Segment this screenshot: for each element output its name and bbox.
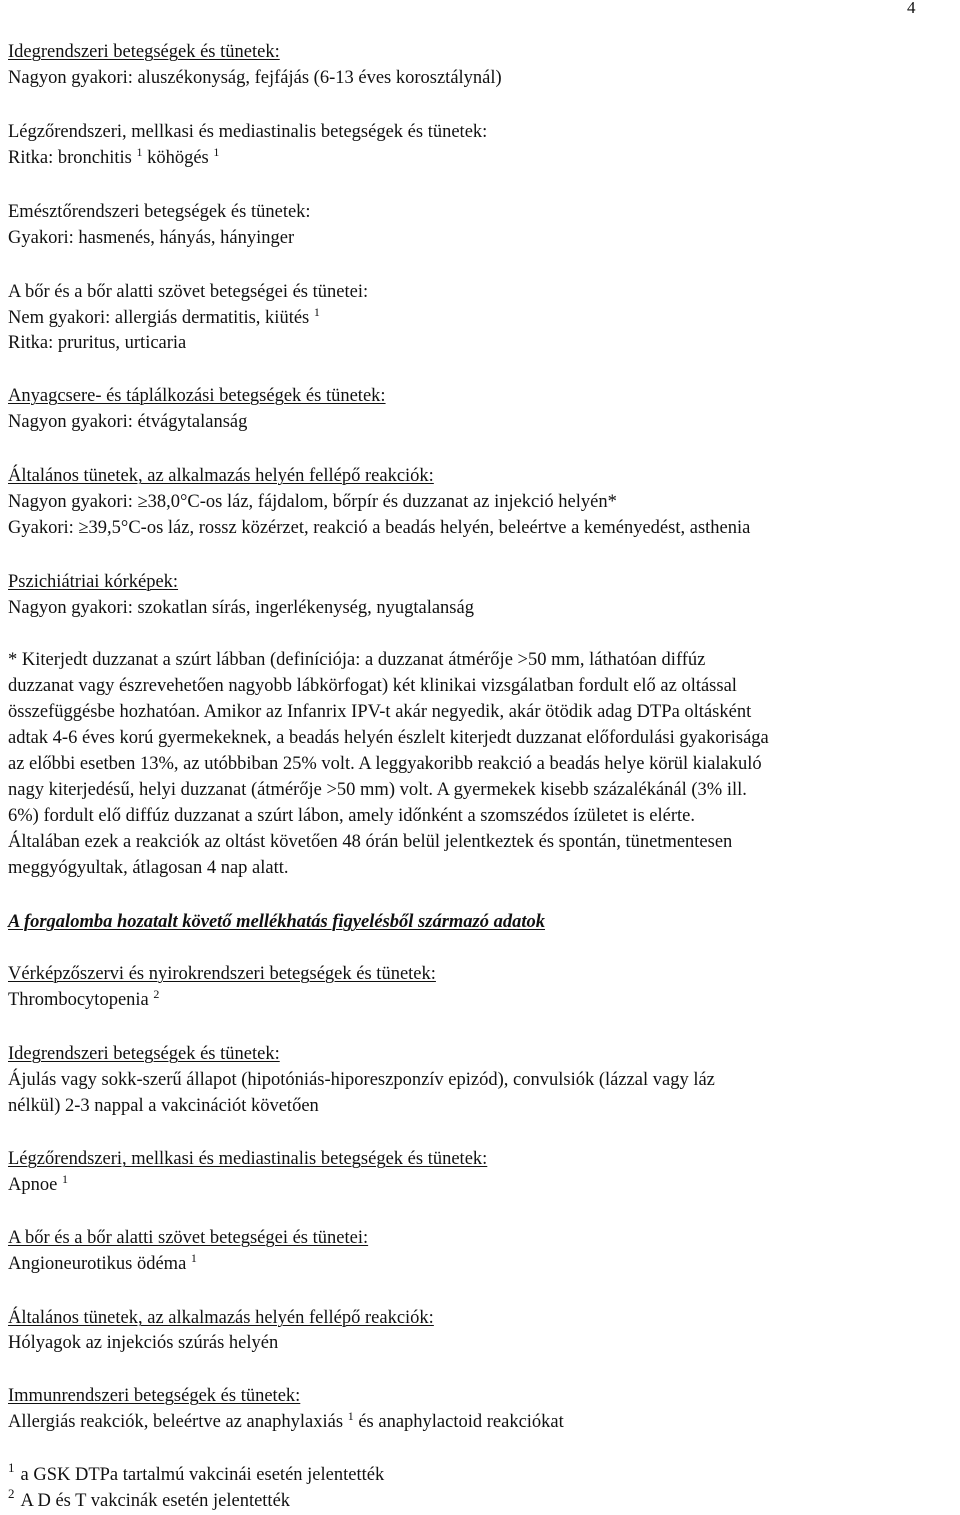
- line-text: Angioneurotikus ödéma: [8, 1254, 191, 1274]
- section-heading: Légzőrendszeri, mellkasi és mediastinalis betegségek és tünetek:: [8, 1149, 488, 1169]
- footnote-marker: 1: [8, 1460, 15, 1475]
- section-heading: Pszichiátriai kórképek:: [8, 572, 179, 592]
- section-heading: Légzőrendszeri, mellkasi és mediastinalis betegségek és tünetek:: [8, 122, 488, 142]
- footnote-ref: 2: [153, 987, 160, 1001]
- footnote-text: a GSK DTPa tartalmú vakcinái esetén jelentették: [20, 1465, 385, 1485]
- section-line: Ritka: pruritus, urticaria: [8, 333, 187, 353]
- line-text: Ritka: bronchitis: [8, 148, 137, 168]
- section-heading: A bőr és a bőr alatti szövet betegségei és tünetei:: [8, 1228, 369, 1248]
- section-line: Nagyon gyakori: szokatlan sírás, ingerlékenység, nyugtalanság: [8, 598, 474, 618]
- footnote-ref: 1: [213, 145, 220, 159]
- section-line: Gyakori: ≥39,5°C-os láz, rossz közérzet, reakció a beadás helyén, beleértve a keményedést, asthenia: [8, 518, 751, 538]
- section-line: [8, 146, 219, 170]
- line-text: és anaphylactoid reakciókat: [353, 1412, 564, 1432]
- section-line: Nagyon gyakori: étvágytalanság: [8, 412, 248, 432]
- page-number: 4: [907, 0, 916, 17]
- section-heading: Általános tünetek, az alkalmazás helyén fellépő reakciók:: [8, 466, 434, 486]
- footnote: [8, 1486, 291, 1513]
- footnote-ref: 1: [136, 145, 143, 159]
- paragraph-line: Általában ezek a reakciók az oltást követően 48 órán belül jelentkeztek és spontán, tünetmentesen: [8, 832, 733, 852]
- line-text: Allergiás reakciók, beleértve az anaphylaxiás: [8, 1412, 348, 1432]
- line-text: Apnoe: [8, 1175, 62, 1195]
- section-line: [8, 306, 320, 330]
- line-text: Nem gyakori: allergiás dermatitis, kiütés: [8, 308, 314, 328]
- footnote-marker: 2: [8, 1486, 15, 1501]
- paragraph-line: 6%) fordult elő diffúz duzzanat a szúrt lábon, amely időnként a szomszédos ízületet is elérte.: [8, 806, 696, 826]
- paragraph-line: adtak 4-6 éves korú gyermekeknek, a beadás helyén észlelt kiterjedt duzzanat előfordulási gyakorisága: [8, 728, 769, 748]
- section-heading: Immunrendszeri betegségek és tünetek:: [8, 1386, 301, 1406]
- section-line: Ájulás vagy sokk-szerű állapot (hipotóniás-hiporeszponzív epizód), convulsiók (lázzal vagy láz: [8, 1070, 715, 1090]
- section-line: Hólyagok az injekciós szúrás helyén: [8, 1333, 279, 1353]
- section-line: Gyakori: hasmenés, hányás, hányinger: [8, 228, 295, 248]
- footnote-ref: 1: [313, 305, 320, 319]
- paragraph-line: duzzanat vagy észrevehetően nagyobb lábkörfogat) két klinikai vizsgálatban fordult elő az oltással: [8, 676, 737, 696]
- footnote-ref: 1: [347, 1409, 354, 1423]
- paragraph-line: * Kiterjedt duzzanat a szúrt lábban (definíciója: a duzzanat átmérője >50 mm, láthatóan diffúz: [8, 650, 706, 670]
- section-heading: Anyagcsere- és táplálkozási betegségek és tünetek:: [8, 386, 386, 406]
- section-line: [8, 1410, 564, 1434]
- line-text: Thrombocytopenia: [8, 990, 154, 1010]
- section-heading: Vérképzőszervi és nyirokrendszeri betegségek és tünetek:: [8, 964, 436, 984]
- section-heading: Idegrendszeri betegségek és tünetek:: [8, 42, 280, 62]
- section-line: [8, 1252, 197, 1276]
- footnote-text: A D és T vakcinák esetén jelentették: [20, 1491, 291, 1511]
- footnote-ref: 1: [190, 1251, 197, 1265]
- section-heading: Általános tünetek, az alkalmazás helyén fellépő reakciók:: [8, 1308, 434, 1328]
- section-line: nélkül) 2-3 nappal a vakcinációt követően: [8, 1096, 319, 1116]
- section-line: [8, 1173, 68, 1197]
- section-heading: Emésztőrendszeri betegségek és tünetek:: [8, 202, 311, 222]
- postmarketing-title: A forgalomba hozatalt követő mellékhatás figyelésből származó adatok: [8, 912, 546, 932]
- paragraph-line: az előbbi esetben 13%, az utóbbiban 25% volt. A leggyakoribb reakció a beadás helye körül kialakuló: [8, 754, 762, 774]
- section-line: [8, 988, 159, 1012]
- footnote: [8, 1460, 385, 1487]
- section-heading: A bőr és a bőr alatti szövet betegségei és tünetei:: [8, 282, 369, 302]
- paragraph-line: meggyógyultak, átlagosan 4 nap alatt.: [8, 858, 289, 878]
- section-line: Nagyon gyakori: ≥38,0°C-os láz, fájdalom, bőrpír és duzzanat az injekció helyén*: [8, 492, 617, 512]
- footnote-ref: 1: [61, 1172, 68, 1186]
- paragraph-line: összefüggésbe hozhatóan. Amikor az Infanrix IPV-t akár negyedik, akár ötödik adag DTPa oltásként: [8, 702, 752, 722]
- section-line: Nagyon gyakori: aluszékonyság, fejfájás (6-13 éves korosztálynál): [8, 68, 502, 88]
- section-heading: Idegrendszeri betegségek és tünetek:: [8, 1044, 280, 1064]
- line-text: köhögés: [142, 148, 214, 168]
- paragraph-line: nagy kiterjedésű, helyi duzzanat (átmérője >50 mm) volt. A gyermekek kisebb százalékánál (3% ill.: [8, 780, 747, 800]
